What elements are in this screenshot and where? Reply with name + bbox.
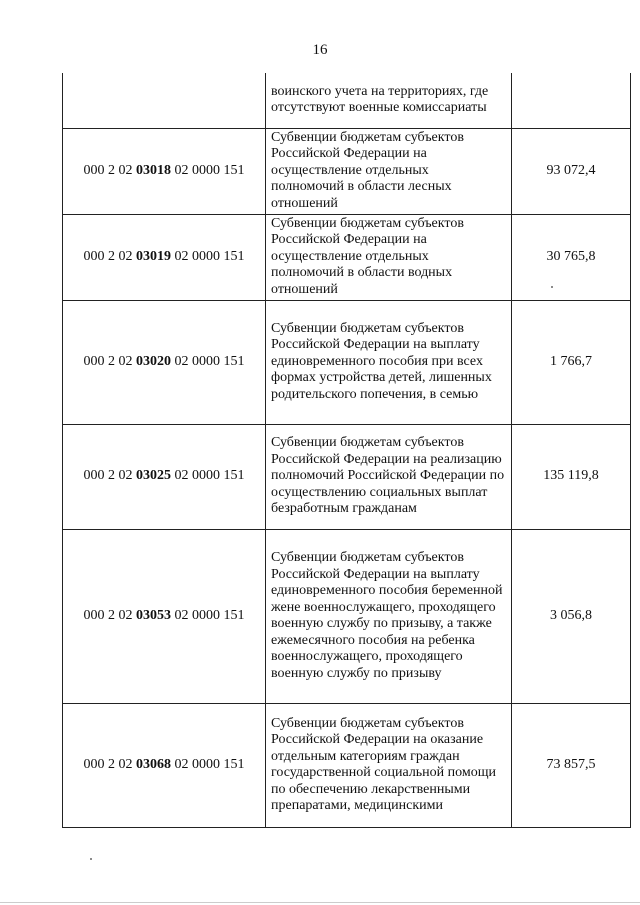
table-row — [63, 300, 631, 424]
scan-speck — [90, 858, 92, 860]
amount-cell: 3 056,8 — [512, 529, 631, 703]
table-row — [63, 73, 631, 128]
code-cell — [63, 214, 266, 300]
code-cell — [63, 128, 266, 214]
code-suffix: 02 0000 151 — [171, 248, 245, 264]
table-row — [63, 424, 631, 529]
code-prefix: 000 2 02 — [83, 162, 136, 178]
table-row — [63, 703, 631, 827]
code-cell — [63, 300, 266, 424]
code-bold: 03018 — [136, 162, 171, 178]
code-bold: 03068 — [136, 756, 171, 772]
amount-cell: 135 119,8 — [512, 424, 631, 529]
amount-cell — [512, 73, 631, 128]
code-suffix: 02 0000 151 — [171, 468, 245, 484]
table-row — [63, 214, 631, 300]
table-row — [63, 128, 631, 214]
description-cell: Субвенции бюджетам субъектов Российской Федерации на осуществление отдельных полномочий в области лесных отношений — [266, 128, 512, 214]
code-suffix: 02 0000 151 — [171, 353, 245, 369]
page-number: 16 — [312, 42, 328, 58]
description-cell: воинского учета на территориях, где отсутствуют военные комиссариаты — [266, 73, 512, 128]
description-cell: Субвенции бюджетам субъектов Российской Федерации на осуществление отдельных полномочий в области водных отношений — [266, 214, 512, 300]
code-prefix: 000 2 02 — [83, 607, 136, 623]
code-prefix: 000 2 02 — [83, 353, 136, 369]
code-prefix: 000 2 02 — [83, 248, 136, 264]
code-cell — [63, 703, 266, 827]
code-cell — [63, 424, 266, 529]
code-prefix: 000 2 02 — [83, 468, 136, 484]
table-row — [63, 529, 631, 703]
scan-speck — [551, 286, 553, 288]
description-cell: Субвенции бюджетам субъектов Российской Федерации на оказание отдельным категориям граждан государственной социальной помощи по обеспечению лекарственными препаратами, медицинскими — [266, 703, 512, 827]
code-bold: 03025 — [136, 468, 171, 484]
amount-cell: 30 765,8 — [512, 214, 631, 300]
code-suffix: 02 0000 151 — [171, 756, 245, 772]
code-bold: 03020 — [136, 353, 171, 369]
scan-edge-line — [0, 902, 640, 903]
code-suffix: 02 0000 151 — [171, 607, 245, 623]
budget-table — [62, 73, 631, 828]
code-bold: 03019 — [136, 248, 171, 264]
code-prefix: 000 2 02 — [83, 756, 136, 772]
amount-cell: 93 072,4 — [512, 128, 631, 214]
code-suffix: 02 0000 151 — [171, 162, 245, 178]
description-cell: Субвенции бюджетам субъектов Российской Федерации на реализацию полномочий Российской Федерации по осуществлению социальных выплат безработным гражданам — [266, 424, 512, 529]
amount-cell: 73 857,5 — [512, 703, 631, 827]
code-cell — [63, 529, 266, 703]
code-cell — [63, 73, 266, 128]
description-cell: Субвенции бюджетам субъектов Российской Федерации на выплату единовременного пособия при всех формах устройства детей, лишенных родительского попечения, в семью — [266, 300, 512, 424]
code-bold: 03053 — [136, 607, 171, 623]
amount-cell: 1 766,7 — [512, 300, 631, 424]
description-cell: Субвенции бюджетам субъектов Российской Федерации на выплату единовременного пособия беременной жене военнослужащего, проходящего военную службу по призыву, а также ежемесячного пособия на ребенка военнослужащего, проходящего военную службу по призыву — [266, 529, 512, 703]
